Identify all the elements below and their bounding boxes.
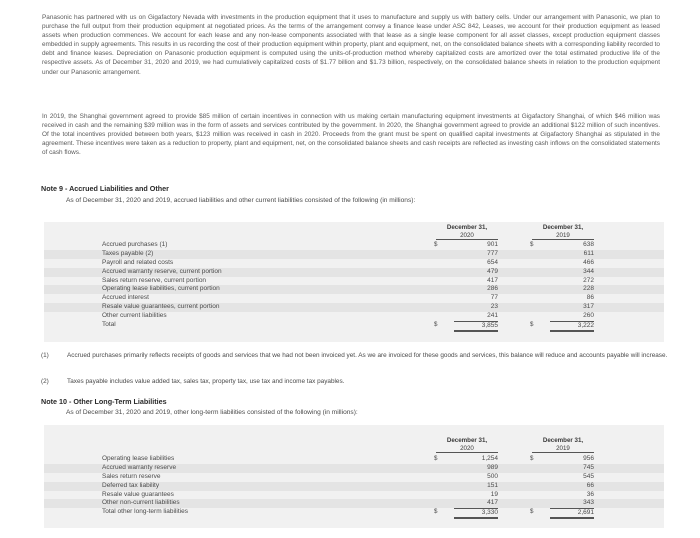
paragraph-shanghai: In 2019, the Shanghai government agreed to provide $85 million of certain incentives in connection with us making certain manufacturing equipment investments at Gigafactory Shanghai, of which $46 million was received in cash and the remaining $39 million was in the form of assets and services contributed by the government. In 2020, the Shanghai government agreed to provide an additional $122 million of such incentives. Of the total incentives provided between both years, $123 million was received in cash in 2020. Proceeds from the grant must be spent on qualified capital investments at Gigafactory Shanghai as stipulated in the agreement. These incentives were taken as a reduction to property, plant and equipment, net, on the consolidated balance sheets and cash receipts are reflected as investing cash inflows on the consolidated statements of cash flows. bbox=[42, 113, 660, 157]
table-row bbox=[44, 499, 664, 508]
currency-symbol: $ bbox=[530, 455, 534, 462]
table-row bbox=[44, 259, 664, 268]
row-label: Accrued warranty reserve, current portion bbox=[102, 267, 222, 275]
note9-col-2020-label: December 31, bbox=[446, 224, 488, 231]
value-2019: 260 bbox=[583, 312, 594, 320]
value-2019: 66 bbox=[586, 481, 594, 489]
table-row bbox=[44, 491, 664, 500]
row-label: Accrued purchases (1) bbox=[102, 241, 168, 248]
row-label: Deferred tax liability bbox=[102, 481, 160, 489]
note10-col-2020-label: December 31, bbox=[446, 437, 488, 444]
value-2019: 545 bbox=[583, 472, 594, 480]
note9-col-2020-header bbox=[436, 224, 498, 240]
value-2020: 1,254 bbox=[481, 455, 498, 462]
row-label: Operating lease liabilities bbox=[102, 455, 175, 462]
row-label: Total bbox=[102, 321, 116, 329]
note10-col-2019-header bbox=[532, 437, 594, 453]
table-row bbox=[44, 464, 664, 473]
value-2020: 417 bbox=[487, 499, 498, 507]
row-label: Accrued warranty reserve bbox=[102, 463, 177, 471]
row-label: Other current liabilities bbox=[102, 312, 167, 320]
note9-rows bbox=[44, 241, 664, 330]
currency-symbol: $ bbox=[434, 508, 438, 516]
value-2019: 466 bbox=[583, 258, 594, 266]
value-2019: 344 bbox=[583, 267, 594, 275]
footnote-number: (1) bbox=[41, 352, 49, 359]
value-2020: 77 bbox=[490, 294, 498, 302]
note10-table bbox=[44, 425, 664, 528]
footnote-number: (2) bbox=[41, 378, 49, 385]
row-label: Resale value guarantees, current portion bbox=[102, 303, 220, 311]
value-2020: 286 bbox=[487, 285, 498, 293]
note10-col-2020-header bbox=[436, 437, 498, 453]
note9-table bbox=[44, 222, 664, 342]
row-label: Payroll and related costs bbox=[102, 258, 174, 266]
value-2020: 241 bbox=[487, 312, 498, 320]
value-2019: 2,691 bbox=[550, 508, 594, 519]
note9-col-2019-label: December 31, bbox=[542, 224, 584, 231]
value-2019: 228 bbox=[583, 285, 594, 293]
value-2020: 777 bbox=[487, 249, 498, 257]
value-2019: 36 bbox=[586, 490, 594, 498]
note10-col-2019-year: 2019 bbox=[532, 445, 594, 454]
table-row bbox=[44, 482, 664, 491]
value-2020: 3,330 bbox=[454, 508, 498, 519]
currency-symbol: $ bbox=[434, 321, 438, 329]
value-2019: 745 bbox=[583, 463, 594, 471]
value-2020: 3,855 bbox=[454, 321, 498, 332]
value-2020: 417 bbox=[487, 276, 498, 284]
note10-rows bbox=[44, 455, 664, 517]
currency-symbol: $ bbox=[434, 455, 438, 462]
table-row bbox=[44, 277, 664, 286]
value-2020: 479 bbox=[487, 267, 498, 275]
currency-symbol: $ bbox=[434, 241, 438, 248]
value-2020: 901 bbox=[487, 241, 498, 248]
total-row bbox=[44, 508, 664, 517]
value-2020: 19 bbox=[490, 490, 498, 498]
table-row bbox=[44, 285, 664, 294]
value-2019: 611 bbox=[583, 249, 594, 257]
table-row bbox=[44, 241, 664, 250]
table-row bbox=[44, 473, 664, 482]
currency-symbol: $ bbox=[530, 508, 534, 516]
row-label: Other non-current liabilities bbox=[102, 499, 180, 507]
paragraph-panasonic: Panasonic has partnered with us on Gigafactory Nevada with investments in the production equipment that it uses to manufacture and supply us with battery cells. Under our arrangement with Panasonic, we plan to purchase the full output from their production equipment at negotiated prices. As the terms of the arrangement convey a finance lease under ASC 842, Leases, we account for their production equipment as leased assets when production commences. We account for each lease and any non-lease components associated with that lease as a single lease component for all asset classes, except production equipment classes embedded in supply agreements. This results in us recording the cost of their production equipment within property, plant and equipment, net, on the consolidated balance sheets with a corresponding liability recorded to debt and finance leases. Depreciation on Panasonic production equipment is computed using the units-of-production method whereby capitalized costs are amortized over the total estimated productive life of the respective assets. As of December 31, 2020 and 2019, we had cumulatively capitalized costs of $1.77 billion and $1.73 billion, respectively, on the consolidated balance sheets in relation to the production equipment under our Panasonic arrangement. bbox=[42, 14, 660, 76]
row-label: Total other long-term liabilities bbox=[102, 508, 188, 516]
footnote-text: Accrued purchases primarily reflects receipts of goods and services that we had not been invoiced yet. As we are invoiced for these goods and services, this balance will reduce and accounts payable will increase. bbox=[67, 352, 668, 359]
note9-footnote-2 bbox=[41, 378, 681, 388]
note9-col-2019-year: 2019 bbox=[532, 232, 594, 241]
value-2019: 638 bbox=[583, 241, 594, 248]
row-label: Operating lease liabilities, current portion bbox=[102, 285, 220, 293]
note9-footnote-1 bbox=[41, 352, 681, 370]
note9-col-2019-header bbox=[532, 224, 594, 240]
table-row bbox=[44, 294, 664, 303]
currency-symbol: $ bbox=[530, 241, 534, 248]
value-2020: 654 bbox=[487, 258, 498, 266]
row-label: Resale value guarantees bbox=[102, 490, 174, 498]
currency-symbol: $ bbox=[530, 321, 534, 329]
table-row bbox=[44, 303, 664, 312]
note9-intro: As of December 31, 2020 and 2019, accrued liabilities and other current liabilities consisted of the following (in millions): bbox=[66, 197, 416, 204]
row-label: Taxes payable (2) bbox=[102, 249, 154, 257]
value-2019: 86 bbox=[586, 294, 594, 302]
value-2019: 3,222 bbox=[550, 321, 594, 332]
footnote-text: Taxes payable includes value added tax, sales tax, property tax, use tax and income tax payables. bbox=[67, 378, 345, 385]
value-2019: 956 bbox=[583, 455, 594, 462]
value-2020: 151 bbox=[487, 481, 498, 489]
table-row bbox=[44, 268, 664, 277]
row-label: Sales return reserve bbox=[102, 472, 161, 480]
note9-col-2020-year: 2020 bbox=[436, 232, 498, 241]
row-label: Accrued interest bbox=[102, 294, 149, 302]
value-2019: 317 bbox=[583, 303, 594, 311]
table-row bbox=[44, 455, 664, 464]
table-row bbox=[44, 312, 664, 321]
value-2020: 23 bbox=[490, 303, 498, 311]
value-2019: 272 bbox=[583, 276, 594, 284]
note10-col-2019-label: December 31, bbox=[542, 437, 584, 444]
total-row bbox=[44, 321, 664, 330]
value-2020: 989 bbox=[487, 463, 498, 471]
note10-title: Note 10 - Other Long-Term Liabilities bbox=[41, 397, 167, 406]
value-2019: 343 bbox=[583, 499, 594, 507]
value-2020: 500 bbox=[487, 472, 498, 480]
note9-title: Note 9 - Accrued Liabilities and Other bbox=[41, 184, 169, 193]
note10-col-2020-year: 2020 bbox=[436, 445, 498, 454]
row-label: Sales return reserve, current portion bbox=[102, 276, 207, 284]
table-row bbox=[44, 250, 664, 259]
note10-intro: As of December 31, 2020 and 2019, other long-term liabilities consisted of the following (in millions): bbox=[66, 409, 358, 416]
